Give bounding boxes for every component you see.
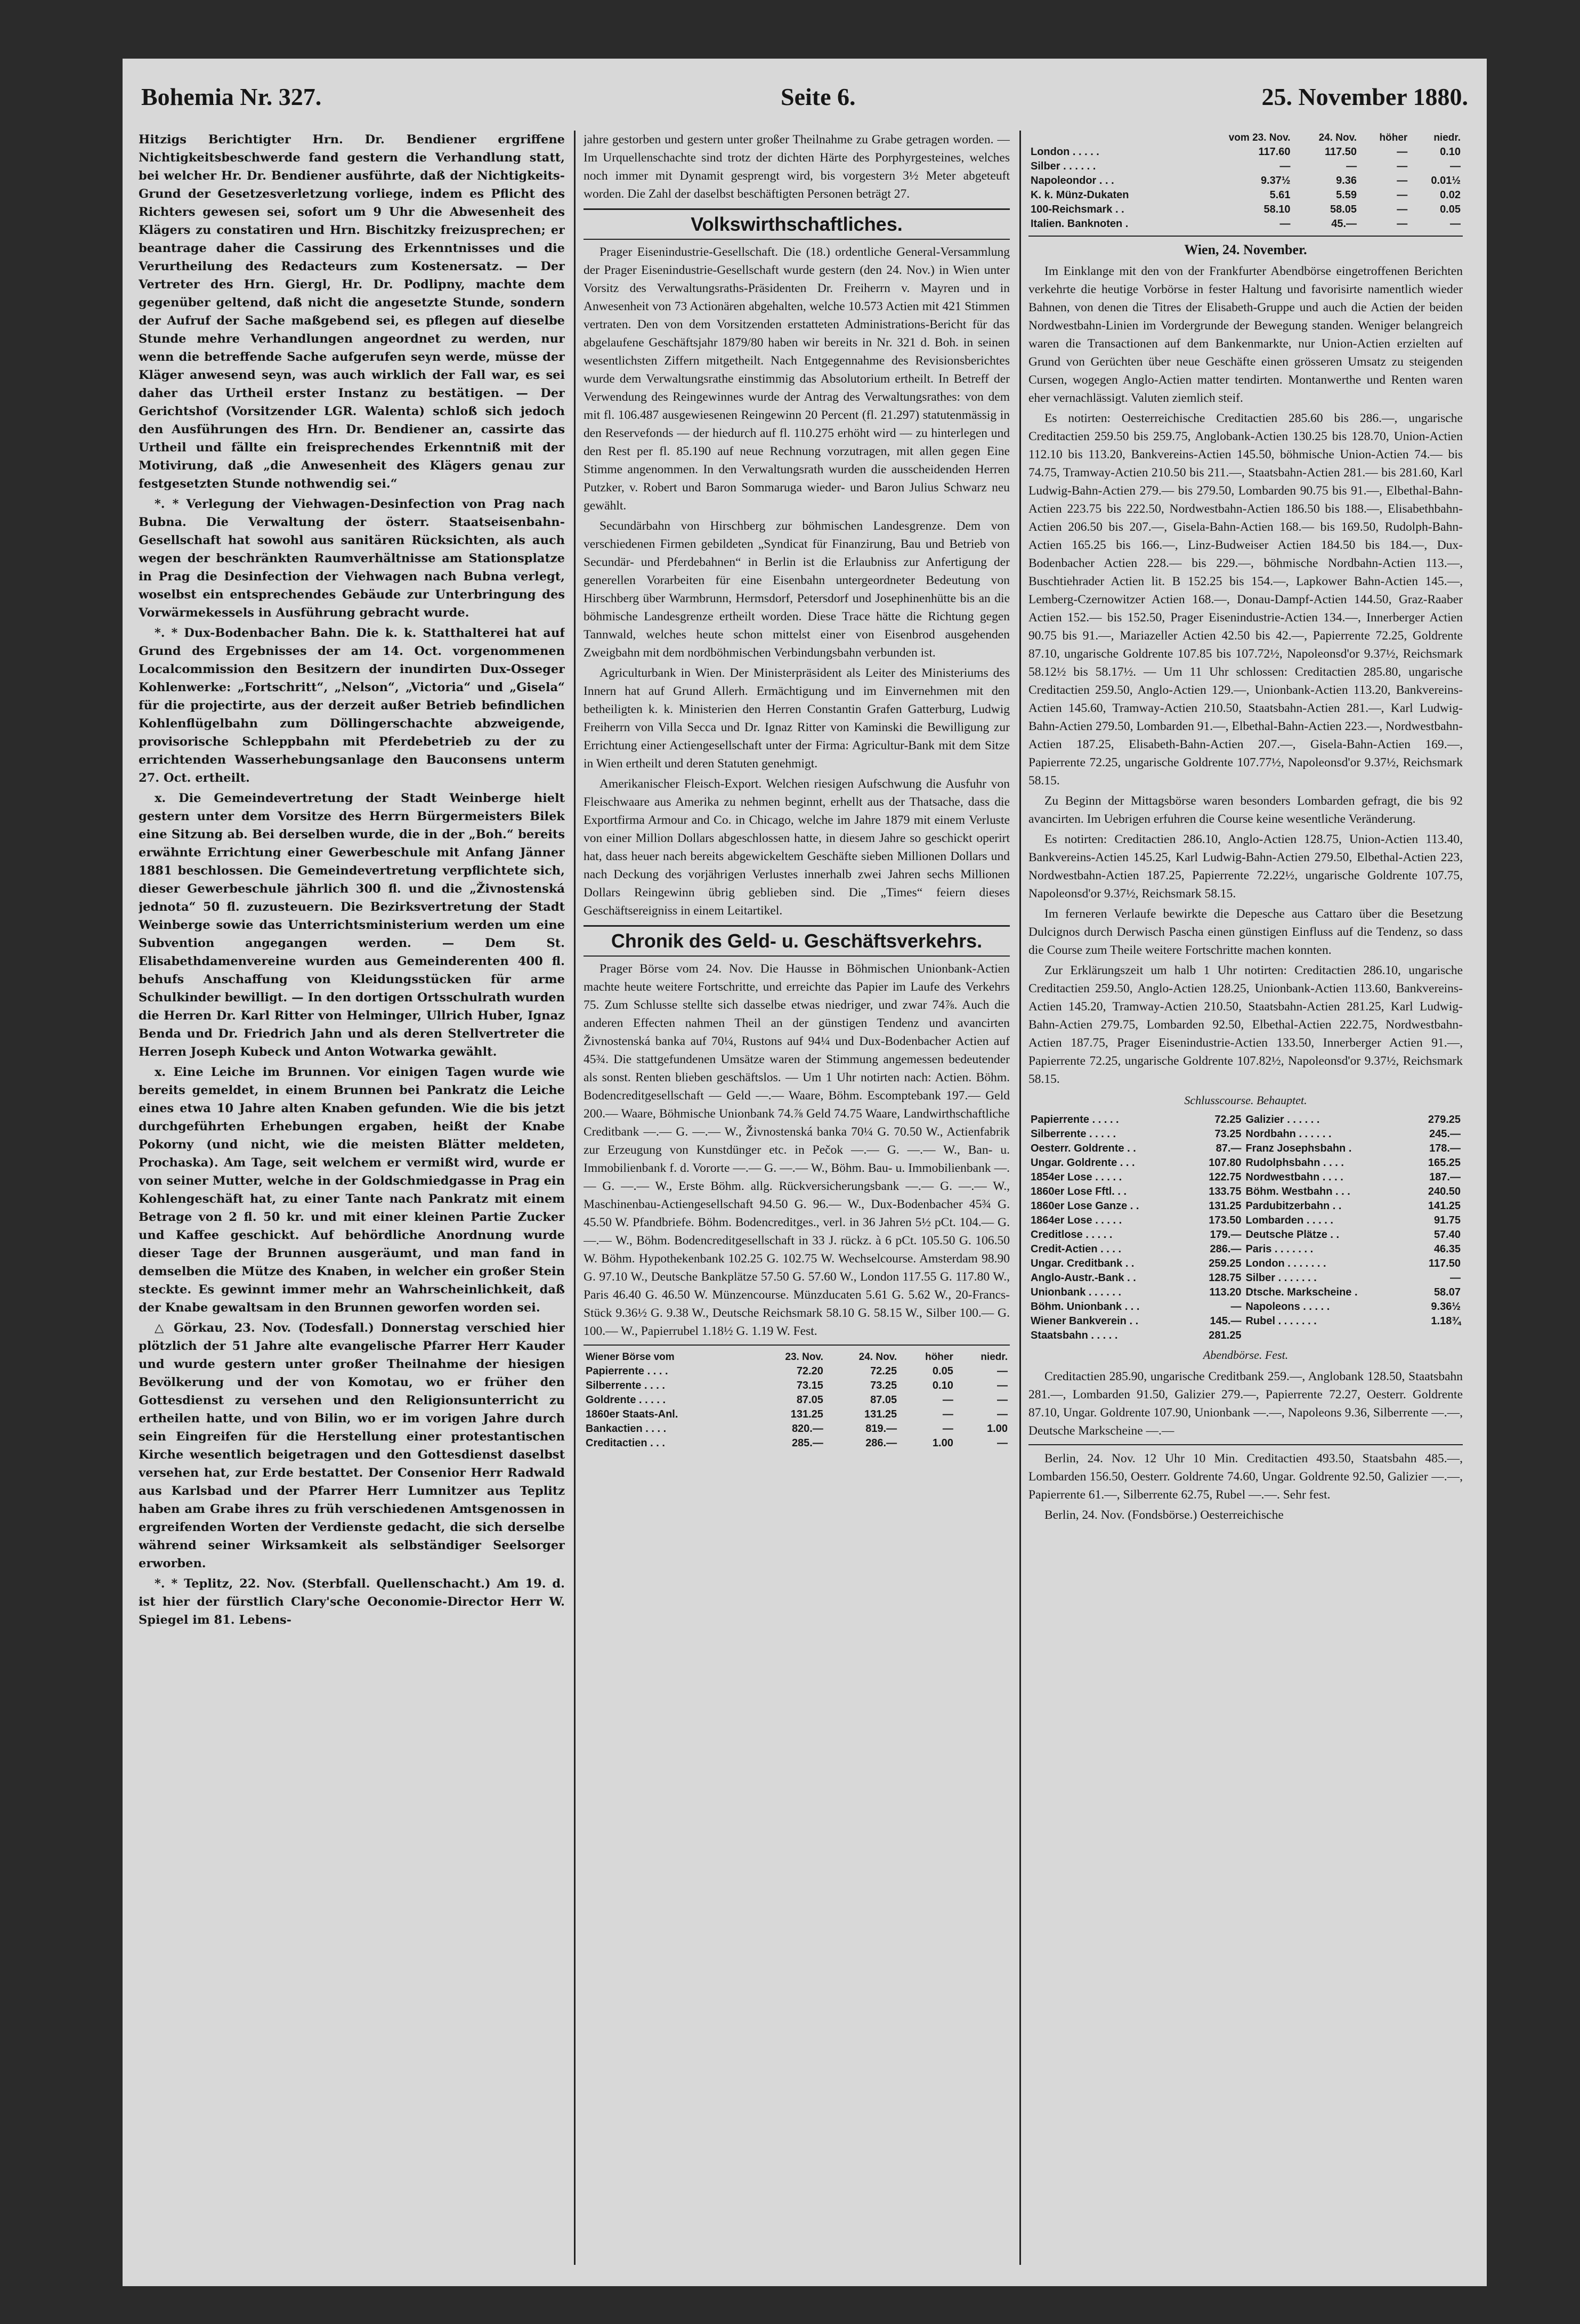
table-body — [1028, 145, 1463, 231]
table-header-cell: höher — [1379, 132, 1408, 143]
table-header-cell: 24. Nov. — [858, 1351, 897, 1363]
table-row — [1028, 1213, 1463, 1228]
table-cell: 240.50 — [1428, 1186, 1461, 1197]
column-local-news — [139, 131, 565, 2265]
table-cell: 187.— — [1429, 1171, 1461, 1183]
table-cell — [1410, 1329, 1463, 1343]
table-cell: Franz Josephsbahn . — [1245, 1143, 1352, 1154]
table-cell: 179.— — [1210, 1229, 1242, 1241]
table-cell: Unionbank . . . . . . — [1031, 1286, 1122, 1298]
currency-table — [1028, 131, 1463, 231]
table-cell: Deutsche Plätze . . — [1245, 1229, 1340, 1241]
table-cell: — — [1450, 218, 1461, 230]
table-header-cell: niedr. — [1433, 132, 1461, 143]
table-cell: 72.20 — [796, 1365, 823, 1377]
table-cell: Anglo-Austr.-Bank . . — [1031, 1272, 1136, 1284]
issue-date: 25. November 1880. — [1261, 83, 1468, 110]
table-cell: — — [1397, 204, 1408, 215]
table-row — [1028, 174, 1463, 188]
divider — [1028, 236, 1463, 237]
table-cell: K. k. Münz-Dukaten — [1031, 189, 1129, 201]
table-cell: Böhm. Unionbank . . . — [1031, 1301, 1140, 1313]
table-header-row — [584, 1350, 1010, 1364]
table-cell: Paris . . . . . . . — [1245, 1243, 1314, 1255]
table-header-cell: vom 23. Nov. — [1228, 132, 1291, 143]
table-cell: 0.02 — [1440, 189, 1461, 201]
article-paragraph: *. * Dux-Bodenbacher Bahn. Die k. k. Statthalterei hat auf Grund des Ergebnisses der am 14. Oct. vorgenommenen Localcommission den Besitzern der inundirten Dux-Osseger Kohlenwerke: „Fortschritt“, „Nelson“, „Victoria“ und „Gisela“ für die projectirte, aus der derzeit außer Betrieb befindlichen Kohlenflügelbahn zum Döllingerschachte abzweigende, provisorische Schleppbahn mit Pferdebetrieb zu der zu errichtenden Wasserhebungsanlage den Bauconsens unterm 27. Oct. ertheilt. — [139, 626, 565, 785]
table-cell: 5.59 — [1336, 189, 1357, 201]
table-cell: 45.— — [1331, 218, 1357, 230]
table-header-cell: höher — [925, 1351, 953, 1363]
table-cell: — — [942, 1394, 953, 1406]
table-cell: 0.05 — [1440, 204, 1461, 215]
article-paragraph: Zur Erklärungszeit um halb 1 Uhr notirten: Creditactien 286.10, ungarische Creditactien 259.50, Anglo-Actien 128.25, Unionbank-Actien 113.60, Bankvereins-Actien 145.20, Tramway-Actien 210.50, Staatsbahn-Actien 281.25, Karl Ludwig-Bahn-Actien 279.75, Lombarden 92.50, Elbethal-Actien 222.75, Nordwestbahn-Actien 187.75, Prager Eisenindustrie-Actien 133.50, Innerberger Actien 91.—, Papierrente 72.25, ungarische Goldrente 107.82½, Napoleonsd'or 9.37½, Reichsmark 58.15. — [1028, 963, 1463, 1086]
vienna-dateline: Wien, 24. November. — [1184, 242, 1307, 257]
table-cell: 100-Reichsmark . . — [1031, 204, 1124, 215]
evening-exchange-heading: Abendbörse. Fest. — [1203, 1348, 1289, 1362]
table-cell: 87.05 — [796, 1394, 823, 1406]
article-paragraph: Zu Beginn der Mittagsbörse waren besonders Lombarden gefragt, die bis 92 avancirten. Im Uebrigen erfuhren die Course keine wesentliche Veränderung. — [1028, 794, 1463, 826]
table-cell: Staatsbahn . . . . . — [1031, 1330, 1118, 1341]
table-cell: 73.25 — [1214, 1128, 1242, 1140]
article-paragraph: Agriculturbank in Wien. Der Ministerpräsident als Leiter des Ministeriums des Innern hat auf Grund Allerh. Ermächtigung und im Einvernehmen mit den betheiligten k. k. Ministerien den Herren Constantin Grafen Gatterburg, Ludwig Freiherrn von Villa Secca und Dr. Ignaz Ritter von Kaminski die Bewilligung zur Errichtung einer Actiengesellschaft unter der Firma: Agricultur-Bank mit dem Sitze in Wien ertheilt und deren Statuten genehmigt. — [584, 666, 1010, 771]
table-cell: 57.40 — [1433, 1229, 1461, 1241]
table-cell: 5.61 — [1269, 189, 1291, 201]
table-row — [1028, 1185, 1463, 1199]
table-cell: 72.25 — [870, 1365, 897, 1377]
table-cell: Silber . . . . . . — [1031, 160, 1096, 172]
table-cell: Rudolphsbahn . . . . — [1245, 1157, 1344, 1169]
article-paragraph: Creditactien 285.90, ungarische Creditbank 259.—, Anglobank 128.50, Staatsbahn 281.—, Lombarden 91.50, Galizier 279.—, Papierrente 72.27, Oesterr. Goldrente 87.10, Ungar. Goldrente 107.90, Unionbank —.—, Napoleons 9.36, Silberrente —.—, Deutsche Markscheine —.— — [1028, 1370, 1463, 1438]
article-paragraph: jahre gestorben und gestern unter großer Theilnahme zu Grabe getragen worden. — Im Urquellenschachte sind trotz der dichten Härte des Porphyrgesteines, welches noch immer mit Dynamit gesprengt wird, bis vorgestern 3½ Meter abgeteuft worden. Die Zahl der daselbst beschäftigten Personen beträgt 27. — [584, 133, 1010, 201]
table-cell: — — [997, 1408, 1008, 1420]
table-cell: 128.75 — [1209, 1272, 1242, 1284]
table-cell: 1860er Lose Fftl. . . — [1031, 1186, 1127, 1197]
table-cell: — — [1397, 146, 1408, 158]
table-cell: — — [997, 1380, 1008, 1391]
table-cell: 285.— — [791, 1437, 823, 1449]
table-cell: Creditlose . . . . . — [1031, 1229, 1113, 1241]
table-cell: 0.01½ — [1431, 175, 1461, 187]
column-rule-2 — [1019, 131, 1021, 2265]
article-paragraph: x. Eine Leiche im Brunnen. Vor einigen Tagen wurde wie bereits gemeldet, in einem Brunnen bei Pankratz die Leiche eines etwa 10 Jahre alten Knaben gefunden. Wie die bis jetzt durchgeführten Erhebungen ergaben, heißt der Knabe Pokorny (und nicht, wie die meisten Blätter meldeten, Prochaska). Am Tage, seit welchem er vermißt wird, wurde er von seiner Mutter, welche in der Goldschmiedgasse in Prag ein Kohlengeschäft hat, zu einer Tante nach Pankratz mit einem Betrage von 2 fl. 50 kr. und mit einer kleinen Partie Zucker und Kaffee geschickt. Auf behördliche Anordnung wurde dieser Tage der Brunnen ausgeräumt, und man fand in demselben die Mütze des Knaben, in welcher ein großer Stein steckte. Es gewinnt immer mehr an Wahrscheinlichkeit, daß der Knabe gewaltsam in den Brunnen geworfen worden sei. — [139, 1065, 565, 1315]
table-row — [1028, 1271, 1463, 1285]
table-cell: 141.25 — [1428, 1200, 1461, 1212]
table-cell: Credit-Actien . . . . — [1031, 1243, 1122, 1255]
article-paragraph: *. * Teplitz, 22. Nov. (Sterbfall. Quellenschacht.) Am 19. d. ist hier der fürstlich Clary'sche Oeconomie-Director Herr W. Spiegel im 81. Lebens- — [139, 1577, 565, 1627]
table-row — [1028, 1113, 1463, 1127]
table-cell: Nordbahn . . . . . . — [1245, 1128, 1332, 1140]
table-cell: 117.60 — [1258, 146, 1291, 158]
table-row — [1028, 1199, 1463, 1213]
vienna-exchange-table — [584, 1350, 1010, 1451]
table-cell: Rubel . . . . . . . — [1245, 1315, 1317, 1327]
table-cell: 1.00 — [987, 1423, 1008, 1435]
table-cell: 279.25 — [1428, 1114, 1461, 1125]
table-cell: — — [942, 1423, 953, 1435]
table-cell: 0.10 — [932, 1380, 953, 1391]
table-row — [584, 1422, 1010, 1436]
table-row — [584, 1364, 1010, 1379]
table-cell: — — [942, 1408, 953, 1420]
table-row — [1028, 188, 1463, 203]
table-cell: — — [1397, 189, 1408, 201]
table-cell: — — [1450, 160, 1461, 172]
table-header-cell — [1028, 131, 1189, 145]
table-cell: 107.80 — [1209, 1157, 1242, 1169]
table-cell: Silberrente . . . . — [586, 1380, 665, 1391]
table-cell: — — [1397, 218, 1408, 230]
table-cell: 133.75 — [1209, 1186, 1242, 1197]
table-cell: Silberrente . . . . . — [1031, 1128, 1116, 1140]
table-cell: 72.25 — [1214, 1114, 1242, 1125]
table-cell: 1.18¾ — [1431, 1315, 1461, 1327]
table-cell: Napoleondor . . . — [1031, 175, 1114, 187]
table-cell: — — [1346, 160, 1357, 172]
page-header — [141, 83, 1468, 125]
table-cell: 1.00 — [932, 1437, 953, 1449]
table-cell: 286.— — [865, 1437, 897, 1449]
table-row — [1028, 1170, 1463, 1185]
table-cell: 117.50 — [1428, 1258, 1461, 1269]
article-paragraph: Prager Börse vom 24. Nov. Die Hausse in Böhmischen Unionbank-Actien machte heute weitere Fortschritte, und erreichte das Papier im Laufe des Verkehrs 75. Zum Schlusse stellte sich dasselbe etwas niedriger, und zwar 74⅞. Auch die anderen Effecten nahmen Theil an der günstigen Tendenz und avancirten Živnostenská banka auf 70¼, Rustons auf 94¼ und Dux-Bodenbacher Actien auf 45¾. Die stattgefundenen Umsätze waren der Stimmung angemessen bedeutender als sonst. Renten blieben geschäftslos. — Um 1 Uhr notirten nach: Actien. Böhm. Bodencreditgesellschaft — Geld —.— Waare, Böhm. Escomptebank 197.— Geld 200.— Waare, Böhmische Unionbank 74.⅞ Geld 74.75 Waare, Landwirthschaftliche Creditbank —.— G. —.— W., Živnostenská banka 70¼ G. 70.50 W., Actienfabrik zur Erzeugung von Kunstdünger etc. in Pečok —.— G. —.— W., Ban- u. Immobilienbank f. d. Vororte —.— G. —.— W., Böhm. Bau- u. Immobilienbank —.— G. —.— W., Erste Böhm. allg. Rückversicherungsbank —.— G. —.— W., Maschinenbau-Actiengesellschaft 94.50 G. 96.— W., Dux-Bodenbacher 45¾ G. 45.50 W. Pfandbriefe. Böhm. Bodencreditges., verl. in 36 Jahren 5½ pCt. 104.— G. —.— W., Böhm. Bodencreditgesellschaft in 33 J. rückz. à 6 pCt. 105.50 G. 106.50 W. Böhm. Hypothekenbank 102.25 G. 102.75 W. Wechselcourse. Amsterdam 98.90 G. 97.10 W., Deutsche Bankplätze 57.50 G. 57.60 W., London 117.55 G. 117.80 W., Paris 46.40 G. 46.50 W. Münzencourse. Münzducaten 5.61 G. 5.62 W., 20-Francs-Stück 9.36½ G. 9.38 W., Deutsche Reichsmark 58.10 G. 58.15 W., Silber 100.— G. 100.— W., Papierrubel 1.18½ G. 1.19 W. Fest. — [584, 962, 1010, 1338]
table-body — [1028, 1113, 1463, 1343]
table-cell: 145.— — [1210, 1315, 1242, 1327]
table-row — [584, 1407, 1010, 1422]
table-row — [1028, 1329, 1463, 1343]
table-cell: 91.75 — [1433, 1214, 1461, 1226]
table-header-cell: niedr. — [981, 1351, 1008, 1363]
page-number: Seite 6. — [781, 83, 856, 110]
table-header-cell: 24. Nov. — [1318, 132, 1357, 143]
table-cell: — — [1230, 1301, 1242, 1313]
table-cell: 1860er Staats-Anl. — [586, 1408, 678, 1420]
table-cell: 73.15 — [796, 1380, 823, 1391]
section-title-money-chronicle: Chronik des Geld- u. Geschäftsverkehrs. — [584, 925, 1010, 957]
table-cell: Galizier . . . . . . — [1245, 1114, 1320, 1125]
table-row — [1028, 1141, 1463, 1156]
article-paragraph: Es notirten: Oesterreichische Creditactien 285.60 bis 286.—, ungarische Creditactien 259.50 bis 259.75, Anglobank-Actien 130.25 bis 128.70, Union-Actien 112.10 bis 113.20, Bankvereins-Actien 145.50, böhmische Union-Actien 74.— bis 74.75, Tramway-Actien 210.50 bis 211.—, Staatsbahn-Actien 281.— bis 281.60, Karl Ludwig-Bahn-Actien 279.— bis 279.50, Lombarden 90.75 bis 91.—, Elbethal-Bahn-Actien 223.75 bis 222.50, Nordwestbahn-Actien 186.50 bis 188.—, Elisabethbahn-Actien 206.50 bis 207.—, Gisela-Bahn-Actien 168.— bis 169.50, Rudolph-Bahn-Actien 165.25 bis 166.—, Linz-Budweiser Actien 184.50 bis 184.—, Dux-Bodenbacher Actien 228.— bis 229.—, böhmische Nordbahn-Actien 113.—, Buschtiehrader Actien lit. B 152.25 bis 154.—, Lapkower Bahn-Actien 145.—, Lemberg-Czernowitzer Actien 168.—, Donau-Dampf-Actien 144.50, Graz-Raaber Actien 152.— bis 152.50, Prager Eisenindustrie-Actien 134.—, Innerberger Actien 90.75 bis 91.—, Mariazeller Actien 42.50 bis 42.—, Papierrente 72.25, Goldrente 87.10, ungarische Goldrente 107.85 bis 107.72½, Napoleonsd'or 9.37½, Reichsmark 58.12½ bis 58.17½. — Um 11 Uhr schlossen: Creditactien 285.80, ungarische Creditactien 259.50, Anglo-Actien 129.—, Unionbank-Actien 113.20, Bankvereins-Actien 145.60, Tramway-Actien 210.50, Staatsbahn-Actien 281.—, Karl Ludwig-Bahn-Actien 279.50, Lombarden 91.—, Elbethal-Bahn-Actien 223.—, Nordwestbahn-Actien 187.25, Elisabeth-Bahn-Actien 207.—, Gisela-Bahn-Actien 169.—, Papierrente 72.25, ungarische Goldrente 107.77½, Napoleonsd'or 9.37½, Reichsmark 58.15. — [1028, 411, 1463, 788]
masthead-issue: Bohemia Nr. 327. — [141, 83, 322, 110]
table-cell: Papierrente . . . . — [586, 1365, 668, 1377]
table-row — [1028, 159, 1463, 174]
table-cell: 122.75 — [1209, 1171, 1242, 1183]
table-cell: 1854er Lose . . . . . — [1031, 1171, 1122, 1183]
table-cell: London . . . . . — [1031, 146, 1099, 158]
table-row — [1028, 1314, 1463, 1329]
table-header-cell: 23. Nov. — [785, 1351, 823, 1363]
table-cell: Bankactien . . . . — [586, 1423, 667, 1435]
table-cell — [1243, 1329, 1409, 1343]
article-paragraph: Im ferneren Verlaufe bewirkte die Depesche aus Cattaro über die Besetzung Dulcignos durch Derwisch Pascha einen günstigen Einfluss auf die Tendenz, so dass die Course zum Theile weitere Fortschritte machen konnten. — [1028, 907, 1463, 957]
divider — [584, 1345, 1010, 1346]
table-cell: 165.25 — [1428, 1157, 1461, 1169]
table-cell: Ungar. Creditbank . . — [1031, 1258, 1135, 1269]
table-cell: Ungar. Goldrente . . . — [1031, 1157, 1135, 1169]
table-cell: Lombarden . . . . . — [1245, 1214, 1333, 1226]
table-cell: Goldrente . . . . . — [586, 1394, 666, 1406]
table-cell: 131.25 — [1209, 1200, 1242, 1212]
table-row — [1028, 1242, 1463, 1257]
article-paragraph: Berlin, 24. Nov. (Fondsbörse.) Oesterreichische — [1044, 1508, 1284, 1522]
table-row — [1028, 145, 1463, 159]
table-cell: 1860er Lose Ganze . . — [1031, 1200, 1139, 1212]
section-title-economy: Volkswirthschaftliches. — [584, 208, 1010, 240]
article-paragraph: x. Die Gemeindevertretung der Stadt Weinberge hielt gestern unter dem Vorsitze des Herrn Bürgermeisters Bilek eine Sitzung ab. Bei derselben wurde, die in der „Boh.“ bereits erwähnte Errichtung einer Gewerbeschule mit Anfang Jänner 1881 beschlossen. Die Gemeindevertretung verpflichtete sich, dieser Gewerbeschule jährlich 300 fl. und die „Živnostenská jednota“ 50 fl. zuzusteuern. Die Bezirksvertretung der Stadt Weinberge sowie das Unterrichtsministerium werden um eine Subvention angegangen werden. — Dem St. Elisabethdamenvereine wurden aus Gemeinderenten 400 fl. behufs Anschaffung von Kleidungsstücken für arme Schulkinder bewilligt. — In den dortigen Ortsschulrath wurden die Herren Dr. Karl Ritter von Helminger, Ullrich Huber, Ignaz Benda und Dr. Friedrich Jahn und als deren Stellvertreter die Herren Joseph Kubeck und Anton Wotwarka gewählt. — [139, 791, 565, 1059]
table-cell: Oesterr. Goldrente . . — [1031, 1143, 1136, 1154]
column-exchange — [1028, 131, 1463, 2265]
table-cell: Napoleons . . . . . — [1245, 1301, 1330, 1313]
table-cell: — — [997, 1365, 1008, 1377]
table-row — [584, 1393, 1010, 1407]
article-paragraph: Prager Eisenindustrie-Gesellschaft. Die (18.) ordentliche General-Versammlung der Prager Eisenindustrie-Gesellschaft wurde gestern (den 24. Nov.) in Wien unter Vorsitz des Verwaltungsraths-Präsidenten Dr. Freiherrn v. Mayren und in Anwesenheit von 73 Actionären abgehalten, welche 10.573 Actien mit 421 Stimmen vertraten. Den von dem Vorsitzenden erstatteten Administrations-Bericht für das abgelaufene Geschäftsjahr 1879/80 haben wir bereits in Nr. 321 d. Boh. in seinen wesentlichsten Ziffern mitgetheilt. Nach Entgegennahme des Revisionsberichtes wurde dem Verwaltungsrathe einstimmig das Absolutorium ertheilt. In Betreff der Verwendung des Reingewinnes wurde der Antrag des Verwaltungsrathes: von dem mit fl. 106.487 ausgewiesenen Reingewinn 20 Percent (fl. 21.297) statutenmässig in den Reservefonds — der hiedurch auf fl. 110.275 erhöht wird — zu hinterlegen und den Rest per fl. 85.190 auf neue Rechnung vorzutragen, mit allen gegen Eine Stimme angenommen. In den Verwaltungsrath wurden die ausscheidenden Herren Putzker, v. Robert und Baron Sommaruga wieder- und Baron Julius Schwarz neu gewählt. — [584, 245, 1010, 513]
table-row — [1028, 1257, 1463, 1271]
table-cell: 286.— — [1210, 1243, 1242, 1255]
table-cell: Wiener Bankverein . . — [1031, 1315, 1139, 1327]
table-cell: 117.50 — [1324, 146, 1357, 158]
table-row — [1028, 217, 1463, 231]
table-row — [1028, 1285, 1463, 1300]
table-cell: Pardubitzerbahn . . — [1245, 1200, 1342, 1212]
table-cell: 73.25 — [870, 1380, 897, 1391]
table-cell: 820.— — [791, 1423, 823, 1435]
table-cell: 0.10 — [1440, 146, 1461, 158]
closing-prices-heading: Schlusscourse. Behauptet. — [1184, 1094, 1307, 1107]
article-paragraph: Amerikanischer Fleisch-Export. Welchen riesigen Aufschwung die Ausfuhr von Fleischwaare aus Amerika zu nehmen beginnt, erhellt aus der Thatsache, dass die Exportfirma Armour and Co. in Chicago, welche im Jahre 1879 mit einem Verluste von einer Million Dollars abgeschlossen hatte, in diesem Jahre so geschickt operirt hat, dass heuer nach bereits abgewickeltem Geschäfte sieben Millionen Dollars und nach Deckung des vorjährigen Verlustes innerhalb zwei Jahren sechs Millionen Dollars Reingewinn übrig geblieben sind. Die „Times“ feiern dieses Geschäftsereigniss in einem Leitartikel. — [584, 777, 1010, 918]
article-paragraph: *. * Verlegung der Viehwagen-Desinfection von Prag nach Bubna. Die Verwaltung der österr. Staatseisenbahn-Gesellschaft hat sowohl aus sanitären Rücksichten, als auch wegen der beschränkten Raumverhältnisse am Stationsplatze in Prag die Desinfection der Viehwagen nach Bubna verlegt, woselbst ein entsprechendes Gebäude zur Unterbringung des Vorwärmekessels in Ausführung gebracht wurde. — [139, 497, 565, 620]
table-cell: 87.— — [1216, 1143, 1242, 1154]
article-paragraph: Berlin, 24. Nov. 12 Uhr 10 Min. Creditactien 493.50, Staatsbahn 485.—, Lombarden 156.50, Oesterr. Goldrente 74.60, Ungar. Goldrente 92.50, Galizier —.—, Papierrente 61.—, Silberrente 62.75, Rubel —.—. Sehr fest. — [1028, 1452, 1463, 1502]
table-row — [1028, 1228, 1463, 1242]
article-paragraph: △ Görkau, 23. Nov. (Todesfall.) Donnerstag verschied hier plötzlich der 51 Jahre alte evangelische Pfarrer Herr Kauder und wurde gestern unter großer Theilnahme der hiesigen Bevölkerung und der von Komotau, wo er früher den Gottesdienst zu versehen und den Religionsunterricht zu ertheilen hatte, und von Bilin, wo er im vorigen Jahre durch sein Eingreifen für die Herstellung einer protestantischen Kirche wesentlich beigetragen und den Gottesdienst daselbst versehen hat, zur Erde bestattet. Der Consenior Herr Radwald aus Karlsbad und der Pfarrer Herr Lumnitzer aus Teplitz haben am Grabe ihres zu früh verschiedenen Amtsgenossen in ergreifenden Worten der Verdienste gedacht, die sich derselbe während seiner Wirksamkeit als selbständiger Seelsorger erworben. — [139, 1321, 565, 1570]
table-cell: 245.— — [1429, 1128, 1461, 1140]
table-cell: Dtsche. Markscheine . — [1245, 1286, 1358, 1298]
table-cell: 0.05 — [932, 1365, 953, 1377]
table-cell: Nordwestbahn . . . . — [1245, 1171, 1343, 1183]
table-header-row — [1028, 131, 1463, 145]
table-row — [1028, 1300, 1463, 1314]
table-cell: 281.25 — [1209, 1330, 1242, 1341]
table-cell: Italien. Banknoten . — [1031, 218, 1129, 230]
table-cell: — — [1279, 160, 1291, 172]
table-cell: 131.25 — [790, 1408, 823, 1420]
article-paragraph: Secundärbahn von Hirschberg zur böhmischen Landesgrenze. Dem von verschiedenen Firmen gebildeten „Syndicat für Finanzirung, Bau und Betrieb von Secundär- und Pferdebahnen“ in Berlin ist die Erlaubniss zur Anfertigung der generellen Vorarbeiten für eine Eisenbahn untergeordneter Bedeutung von Hirschberg über Warmbrunn, Hermsdorf, Petersdorf und Josephinenhütte bis an die böhmische Landesgrenze ertheilt worden. Diese Trace hätte die Richtung gegen Tannwald, welches heute schon mittelst einer von Eisenbrod ausgehenden Zweigbahn mit dem nordböhmischen Verbindungsbahn verbunden ist. — [584, 519, 1010, 660]
table-cell: 9.37½ — [1260, 175, 1291, 187]
table-cell: 173.50 — [1209, 1214, 1242, 1226]
table-cell: — — [1450, 1272, 1461, 1284]
table-cell: Papierrente . . . . . — [1031, 1114, 1119, 1125]
table-row — [1028, 203, 1463, 217]
table-cell: Böhm. Westbahn . . . — [1245, 1186, 1350, 1197]
table-cell: 87.05 — [870, 1394, 897, 1406]
table-cell: — — [1397, 160, 1408, 172]
table-cell: — — [1279, 218, 1291, 230]
table-cell: London . . . . . . . — [1245, 1258, 1326, 1269]
table-cell: 131.25 — [864, 1408, 897, 1420]
table-cell: 9.36½ — [1431, 1301, 1461, 1313]
column-rule-1 — [574, 131, 576, 2265]
table-cell: 58.10 — [1263, 204, 1291, 215]
article-paragraph: Hitzigs Berichtigter Hrn. Dr. Bendiener ergriffene Nichtigkeitsbeschwerde fand gestern die Verhandlung statt, bei welcher Hr. Dr. Bendiener ausführte, daß der Nichtigkeits-Grund der Gesetzesverletzung vorliege, indem es Pflicht des Richters gewesen sei, sofort um 9 Uhr die Abwesenheit des Klägers zu constatiren und Hrn. Bischitzky freizusprechen; er beantrage daher die Cassirung des Erkenntnisses und die Verurtheilung des Redacteurs zum Kostenersatz. — Der Vertreter des Hrn. Giergl, Hr. Dr. Podlipny, machte dem gegenüber geltend, daß nicht die angesetzte Stunde, sondern der Aufruf der Sache maßgebend sei, es pflegen auf dieselbe Stunde mehre Verhandlungen angeordnet zu werden, nur wenn die betreffende Sache aufgerufen seyn werde, müsse der Kläger anwesend seyn, was auch wirklich der Fall war, es sei daher das Urtheil erster Instanz zu bestätigen. — Der Gerichtshof (Vorsitzender LGR. Walenta) schloß sich jedoch den Ausführungen des Hrn. Dr. Bendiener an, cassirte das Urtheil und fällte ein freisprechendes Erkenntniß mit der Motivirung, daß „die Anwesenheit des Klägers genau zur festgesetzten Stunde nothwendig sei.“ — [139, 133, 565, 491]
article-paragraph: Im Einklange mit den von der Frankfurter Abendbörse eingetroffenen Berichten verkehrte die heutige Vorbörse in fester Haltung und favorisirte namentlich wieder Bahnen, von denen die Titres der Elisabeth-Gruppe und auch die Actien der beiden Nordwestbahn-Linien im Vordergrunde der Bewegung standen. Weniger belangreich waren die Transactionen auf dem Bankenmarkte, nur Union-Actien erzielten auf Grund von Gerüchten über neue Geschäfte einen grösseren Umsatz zu steigenden Cursen, wogegen Anglo-Actien matter tendirten. Montanwerthe und Renten waren eher vernachlässigt. Valuten ziemlich steif. — [1028, 264, 1463, 405]
article-paragraph: Es notirten: Creditactien 286.10, Anglo-Actien 128.75, Union-Actien 113.40, Bankvereins-Actien 145.25, Karl Ludwig-Bahn-Actien 279.50, Elbethal-Actien 223, Nordwestbahn-Actien 187.25, Papierrente 72.22½, ungarische Goldrente 107.75, Napoleonsd'or 9.37½, Reichsmark 58.15. — [1028, 832, 1463, 901]
table-cell: Creditactien . . . — [586, 1437, 665, 1449]
table-cell: 1864er Lose . . . . . — [1031, 1214, 1122, 1226]
table-cell: — — [997, 1394, 1008, 1406]
table-body — [584, 1364, 1010, 1451]
table-cell: Silber . . . . . . . — [1245, 1272, 1317, 1284]
table-cell: 259.25 — [1209, 1258, 1242, 1269]
table-row — [584, 1379, 1010, 1393]
table-row — [584, 1436, 1010, 1451]
table-cell: 178.— — [1429, 1143, 1461, 1154]
table-row — [1028, 1127, 1463, 1141]
table-cell: 58.07 — [1433, 1286, 1461, 1298]
table-cell: 46.35 — [1433, 1243, 1461, 1255]
table-cell: 113.20 — [1209, 1286, 1242, 1298]
table-cell: — — [1397, 175, 1408, 187]
table-row — [1028, 1156, 1463, 1170]
divider — [1028, 1444, 1463, 1445]
table-header-cell: Wiener Börse vom — [586, 1351, 675, 1363]
table-cell: 819.— — [865, 1423, 897, 1435]
column-economy — [584, 131, 1010, 2265]
table-cell: 9.36 — [1336, 175, 1357, 187]
newspaper-page — [123, 59, 1487, 2286]
closing-prices-table — [1028, 1113, 1463, 1343]
table-cell: — — [997, 1437, 1008, 1449]
table-cell: 58.05 — [1330, 204, 1357, 215]
